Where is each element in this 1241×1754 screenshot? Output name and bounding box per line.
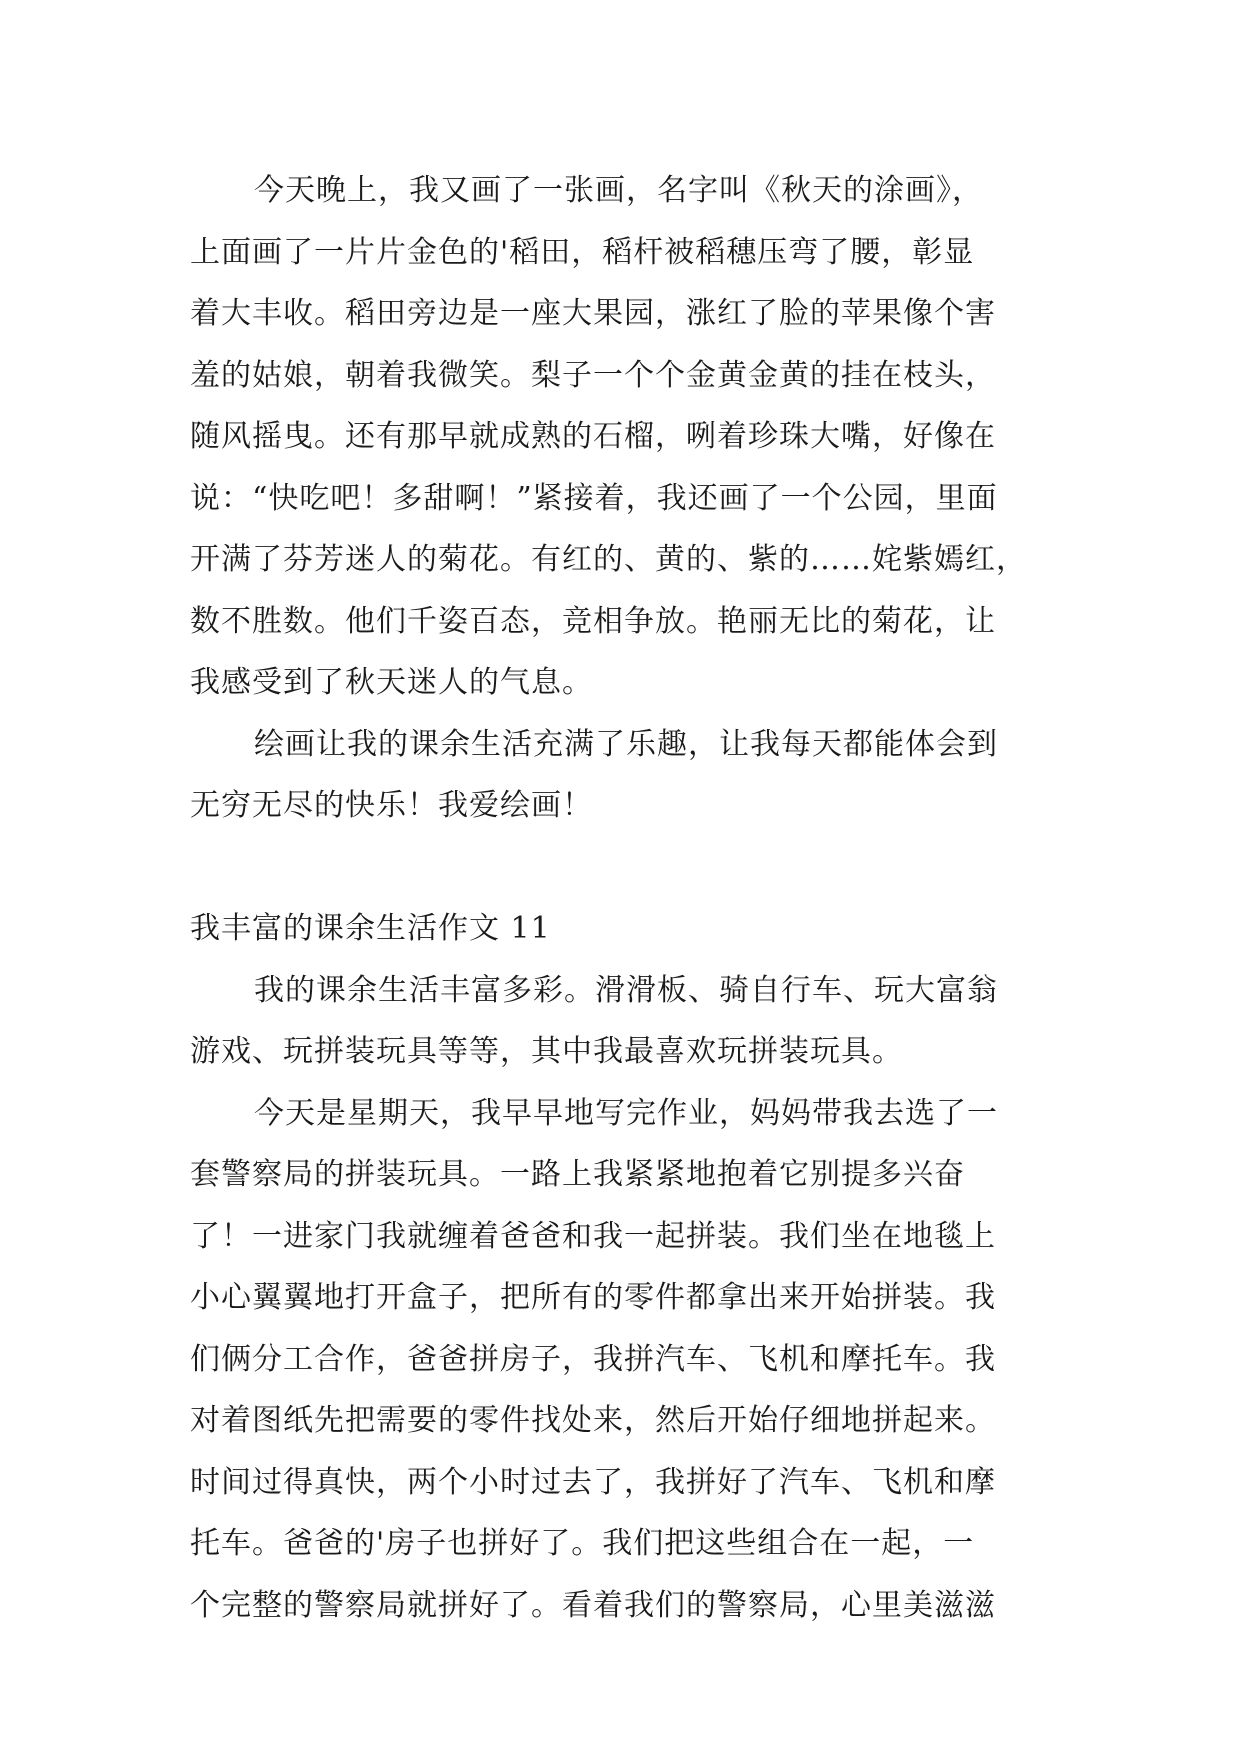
document-body: [190, 160, 1050, 1636]
paragraph-line: 我感受到了秋天迷人的气息。: [190, 665, 593, 700]
paragraph-line: 游戏、玩拼装玩具等等，其中我最喜欢玩拼装玩具。: [190, 1034, 903, 1069]
section-heading: 我丰富的课余生活作文 11: [190, 911, 551, 946]
paragraph-line: 套警察局的拼装玩具。一路上我紧紧地抱着它别提多兴奋: [190, 1157, 965, 1192]
paragraph-line: 数不胜数。他们千姿百态，竞相争放。艳丽无比的菊花，让: [190, 603, 996, 639]
paragraph-line: 今天晚上，我又画了一张画，名字叫《秋天的涂画》，: [254, 173, 983, 208]
paragraph-line: 开满了芬芳迷人的菊花。有红的、黄的、紫的……姹紫嫣红，: [190, 542, 1027, 577]
paragraph-line: 说：“快吃吧！多甜啊！”紧接着，我还画了一个公园，里面: [190, 480, 998, 516]
paragraph-line: 今天是星期天，我早早地写完作业，妈妈带我去选了一: [254, 1095, 998, 1131]
paragraph-line: 们俩分工合作，爸爸拼房子，我拼汽车、飞机和摩托车。我: [190, 1341, 996, 1377]
paragraph-line: 小心翼翼地打开盒子，把所有的零件都拿出来开始拼装。我: [190, 1280, 996, 1315]
paragraph-line: 绘画让我的课余生活充满了乐趣，让我每天都能体会到: [254, 726, 998, 762]
paragraph-line: 对着图纸先把需要的零件找处来，然后开始仔细地拼起来。: [190, 1403, 996, 1438]
paragraph-line: 无穷无尽的快乐！我爱绘画！: [190, 788, 593, 823]
paragraph-line: 随风摇曳。还有那早就成熟的石榴，咧着珍珠大嘴，好像在: [190, 419, 996, 454]
paragraph-hobbies: [190, 960, 1050, 1083]
paragraph-autumn-painting: [190, 160, 1050, 714]
paragraph-line: 了！一进家门我就缠着爸爸和我一起拼装。我们坐在地毯上: [190, 1218, 996, 1254]
paragraph-line: 上面画了一片片金色的'稻田，稻杆被稻穗压弯了腰，彰显: [190, 234, 975, 270]
paragraph-line: 我的课余生活丰富多彩。滑滑板、骑自行车、玩大富翁: [254, 972, 998, 1008]
paragraph-line: 时间过得真快，两个小时过去了，我拼好了汽车、飞机和摩: [190, 1464, 996, 1500]
paragraph-line: 托车。爸爸的'房子也拼好了。我们把这些组合在一起，一: [190, 1526, 975, 1561]
paragraph-police-station: [190, 1083, 1050, 1637]
section-spacer: [190, 837, 1050, 899]
paragraph-line: 着大丰收。稻田旁边是一座大果园，涨红了脸的苹果像个害: [190, 296, 996, 331]
paragraph-love-painting: [190, 714, 1050, 837]
paragraph-line: 个完整的警察局就拼好了。看着我们的警察局，心里美滋滋: [190, 1587, 996, 1623]
paragraph-line: 羞的姑娘，朝着我微笑。梨子一个个金黄金黄的挂在枝头，: [190, 357, 996, 393]
